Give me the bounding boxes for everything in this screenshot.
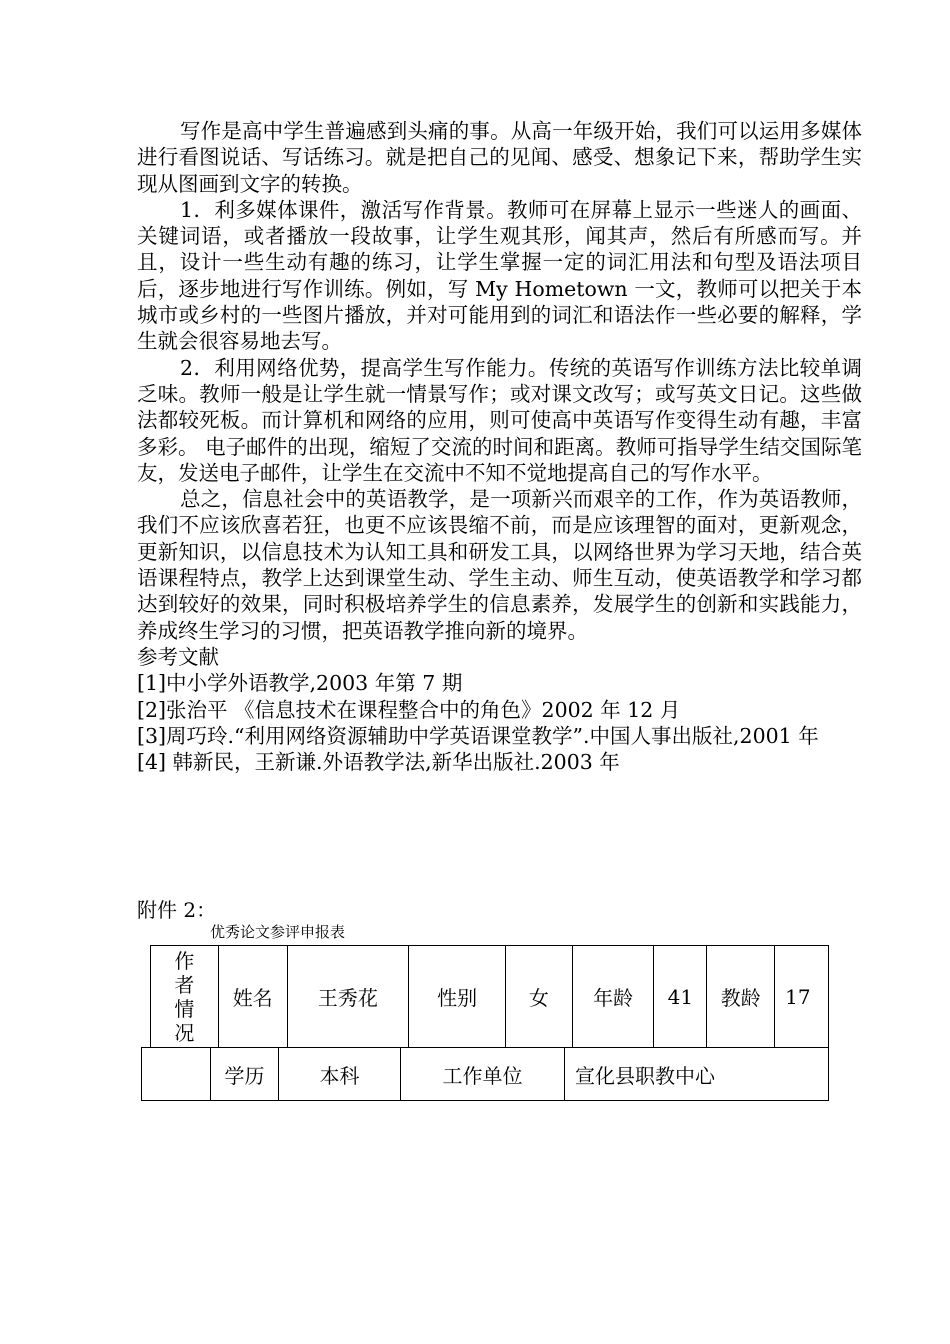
section-label-char: 作: [174, 948, 195, 973]
reference-item: [4] 韩新民，王新谦.外语教学法,新华出版社.2003 年: [137, 750, 620, 775]
paragraph-conclusion: 总之，信息社会中的英语教学，是一项新兴而艰辛的工作，作为英语教师，我们不应该欣喜若狂，也更不应该畏缩不前，而是应该理智的面对，更新观念，更新知识，以信息技术为认知工具和研发工具，以网络世界为学习天地，结合英语课程特点，教学上达到课堂生动、学生主动、师生互动，使英语教学和学习都达到较好的效果，同时积极培养学生的信息素养，发展学生的创新和实践能力， 养成终生学习的习惯，把英语教学推向新的境界。: [137, 487, 862, 643]
education-label: 学历: [211, 1048, 279, 1100]
paragraph-point-2: 2．利用网络优势，提高学生写作能力。传统的英语写作训练方法比较单调乏味。教师一般是让学生就一情景写作；或对课文改写；或写英文日记。这些做法都较死板。而计算机和网络的应用，则可使高中英语写作变得生动有趣，丰富多彩。 电子邮件的出现，缩短了交流的时间和距离。教师可指导学生结交国际笔友，发送电子邮件，让学生在交流中不知不觉地提高自己的写作水平。: [137, 355, 862, 485]
gender-label: 性别: [409, 946, 506, 1047]
paragraph-point-1: 1．利多媒体课件，激活写作背景。教师可在屏幕上显示一些迷人的画面、关键词语，或者播放一段故事，让学生观其形，闻其声，然后有所感而写。并且，设计一些生动有趣的练习，让学生掌握一定的词汇用法和句型及语法项目后，逐步地进行写作训练。例如，写 My Hometown 一文，教师可以把关于本城市或乡村的一些图片播放，并对可能用到的词汇和语法作一些必要的解释，学生就会很容易地去写。: [137, 197, 862, 354]
table-caption: 优秀论文参评申报表: [210, 923, 346, 941]
teaching-years-value: 17: [785, 984, 811, 1009]
reference-item: [2]张治平 《信息技术在课程整合中的角色》2002 年 12 月: [137, 697, 681, 722]
name-value: 王秀花: [288, 946, 410, 1047]
section-label-char: 情: [174, 996, 195, 1021]
workplace-label: 工作单位: [401, 1048, 565, 1100]
references-heading: 参考文献: [137, 644, 219, 669]
document-body: [137, 118, 862, 775]
section-label-char: 况: [174, 1020, 195, 1045]
gender-value: 女: [506, 946, 573, 1047]
teaching-years-label: 教龄: [707, 946, 775, 1047]
workplace-value: 宣化县职教中心: [575, 1063, 715, 1088]
attachment-label: 附件 2：: [137, 898, 217, 922]
paragraph-intro: 写作是高中学生普遍感到头痛的事。从高一年级开始，我们可以运用多媒体进行看图说话、写话练习。就是把自己的见闻、感受、想象记下来，帮助学生实现从图画到文字的转换。: [137, 119, 862, 196]
form-row-education: [141, 1047, 829, 1101]
reference-item: [3]周巧玲.“利用网络资源辅助中学英语课堂教学”.中国人事出版社,2001 年: [137, 723, 819, 748]
education-value: 本科: [279, 1048, 401, 1100]
age-value: 41: [654, 946, 707, 1047]
empty-cell: [142, 1048, 211, 1100]
age-label: 年龄: [573, 946, 655, 1047]
name-label: 姓名: [219, 946, 288, 1047]
reference-item: [1]中小学外语教学,2003 年第 7 期: [137, 671, 463, 696]
form-row-author: [150, 945, 829, 1047]
author-section-label: [151, 946, 219, 1047]
section-label-char: 者: [174, 972, 195, 997]
